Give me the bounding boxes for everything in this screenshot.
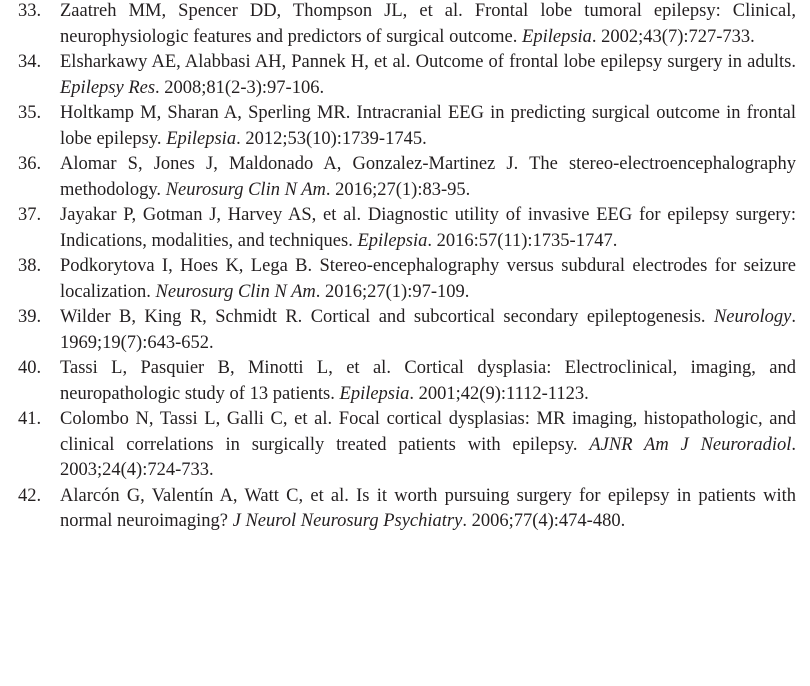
reference-authors-title: Elsharkawy AE, Alabbasi AH, Pannek H, et al. Outcome of frontal lobe epilepsy surgery in adults. <box>60 52 796 72</box>
reference-39 <box>18 305 796 356</box>
reference-citation: . 2016;27(1):97-109. <box>315 281 470 302</box>
reference-text <box>60 0 796 50</box>
reference-text <box>60 407 796 484</box>
reference-authors-title: Jayakar P, Gotman J, Harvey AS, et al. Diagnostic utility of invasive EEG for epilepsy surgery: Indications, modalities, and techniques. <box>60 205 796 251</box>
reference-text <box>60 152 796 203</box>
reference-38 <box>18 254 796 305</box>
reference-citation: . 1969;19(7):643-652. <box>60 307 796 353</box>
reference-text <box>60 50 796 101</box>
reference-34 <box>18 50 796 101</box>
reference-journal: AJNR Am J Neuroradiol <box>589 434 792 455</box>
reference-journal: Epilepsia <box>166 128 237 149</box>
reference-text <box>60 356 796 407</box>
reference-journal: Epilepsia <box>339 383 410 404</box>
reference-number: 37. <box>18 205 42 225</box>
reference-journal: Neurosurg Clin N Am <box>165 179 326 200</box>
reference-number: 39. <box>18 307 42 327</box>
reference-42 <box>18 484 796 535</box>
reference-number: 36. <box>18 154 42 174</box>
reference-authors-title: Alomar S, Jones J, Maldonado A, Gonzalez-Martinez J. The stereo-electroencephalography methodology. <box>60 154 796 200</box>
reference-citation: . 2012;53(10):1739-1745. <box>236 128 427 149</box>
reference-number: 41. <box>18 409 42 429</box>
reference-citation: . 2016:57(11):1735-1747. <box>427 230 618 251</box>
reference-36 <box>18 152 796 203</box>
reference-authors-title: Wilder B, King R, Schmidt R. Cortical and subcortical secondary epileptogenesis. <box>60 307 714 327</box>
reference-authors-title: Holtkamp M, Sharan A, Sperling MR. Intracranial EEG in predicting surgical outcome in frontal lobe epilepsy. <box>60 103 796 149</box>
reference-authors-title: Colombo N, Tassi L, Galli C, et al. Focal cortical dysplasias: MR imaging, histopathologic, and clinical correlations in surgically treated patients with epilepsy. <box>60 409 796 455</box>
reference-37 <box>18 203 796 254</box>
reference-text <box>60 305 796 356</box>
reference-journal: Epilepsia <box>522 26 592 47</box>
reference-number: 33. <box>18 1 42 21</box>
reference-authors-title: Tassi L, Pasquier B, Minotti L, et al. Cortical dysplasia: Electroclinical, imaging, and neuropathologic study of 13 patients. <box>60 358 796 404</box>
reference-text <box>60 254 796 305</box>
reference-citation: . 2002;43(7):727-733. <box>591 26 755 47</box>
reference-number: 34. <box>18 52 42 72</box>
reference-citation: . 2001;42(9):1112-1123. <box>409 383 589 404</box>
reference-citation: . 2016;27(1):83-95. <box>325 179 471 200</box>
reference-journal: Neurology <box>713 307 792 327</box>
reference-journal: Epilepsy Res <box>60 77 156 98</box>
reference-33 <box>18 0 796 50</box>
reference-authors-title: Alarcón G, Valentín A, Watt C, et al. Is it worth pursuing surgery for epilepsy in patients with normal neuroimaging? <box>60 485 796 531</box>
reference-text <box>60 203 796 254</box>
reference-number: 42. <box>18 485 42 506</box>
reference-authors-title: Zaatreh MM, Spencer DD, Thompson JL, et al. Frontal lobe tumoral epilepsy: Clinical, neurophysiologic features and predictors of surgical outcome. <box>60 1 796 47</box>
reference-35 <box>18 101 796 152</box>
reference-number: 38. <box>18 256 42 276</box>
reference-journal: Neurosurg Clin N Am <box>155 281 316 302</box>
reference-journal: Epilepsia <box>357 230 428 251</box>
reference-citation: . 2008;81(2-3):97-106. <box>155 77 325 98</box>
reference-text <box>60 101 796 152</box>
reference-number: 40. <box>18 358 42 378</box>
reference-text <box>60 484 796 535</box>
reference-number: 35. <box>18 103 42 123</box>
reference-40 <box>18 356 796 407</box>
reference-citation: . 2003;24(4):724-733. <box>60 434 796 480</box>
reference-authors-title: Podkorytova I, Hoes K, Lega B. Stereo-encephalography versus subdural electrodes for seizure localization. <box>60 256 796 302</box>
reference-citation: . 2006;77(4):474-480. <box>462 511 626 531</box>
reference-41 <box>18 407 796 484</box>
reference-journal: J Neurol Neurosurg Psychiatry <box>232 511 463 531</box>
